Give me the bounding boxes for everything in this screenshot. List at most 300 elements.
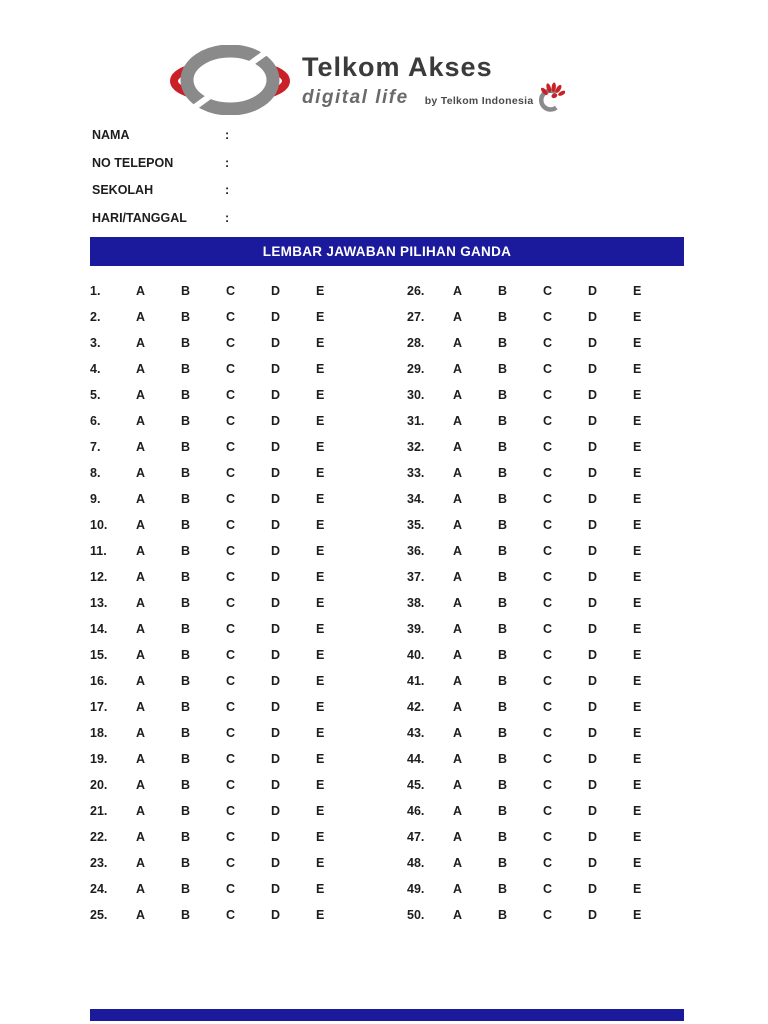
answer-option-e: E (316, 518, 325, 532)
answer-option-e: E (633, 596, 642, 610)
answer-option-d: D (271, 648, 281, 662)
question-number: 42. (407, 700, 425, 714)
field-label-nama: NAMA (92, 128, 130, 142)
answer-option-e: E (633, 310, 642, 324)
answer-option-c: C (226, 648, 236, 662)
answer-option-d: D (271, 544, 281, 558)
answer-option-d: D (588, 440, 598, 454)
question-number: 9. (90, 492, 101, 506)
answer-row (90, 876, 361, 902)
answer-option-c: C (226, 284, 236, 298)
answer-option-c: C (543, 700, 553, 714)
answer-option-c: C (543, 336, 553, 350)
answer-option-b: B (498, 310, 508, 324)
answer-option-e: E (316, 882, 325, 896)
answer-row (90, 486, 361, 512)
question-number: 33. (407, 466, 425, 480)
answer-option-e: E (316, 700, 325, 714)
question-number: 3. (90, 336, 101, 350)
answer-option-a: A (453, 804, 463, 818)
answer-option-a: A (453, 908, 463, 922)
answer-option-d: D (588, 466, 598, 480)
question-number: 41. (407, 674, 425, 688)
answer-row (407, 512, 678, 538)
answer-row (407, 434, 678, 460)
answer-option-b: B (498, 882, 508, 896)
question-number: 46. (407, 804, 425, 818)
answer-option-d: D (271, 804, 281, 818)
answer-option-c: C (543, 440, 553, 454)
answer-option-d: D (588, 388, 598, 402)
answer-option-a: A (453, 622, 463, 636)
answer-option-b: B (181, 310, 191, 324)
answer-option-d: D (588, 284, 598, 298)
answer-option-c: C (226, 518, 236, 532)
field-row-hari-tanggal (92, 211, 662, 226)
answer-option-d: D (588, 544, 598, 558)
telkom-globe-icon (170, 45, 290, 115)
answer-option-b: B (498, 856, 508, 870)
answer-option-d: D (271, 440, 281, 454)
answer-option-c: C (226, 570, 236, 584)
answer-option-a: A (453, 856, 463, 870)
answer-row (90, 720, 361, 746)
answer-option-d: D (271, 336, 281, 350)
answer-option-c: C (226, 544, 236, 558)
question-number: 45. (407, 778, 425, 792)
answer-option-c: C (543, 596, 553, 610)
answer-row (407, 798, 678, 824)
answer-option-b: B (498, 726, 508, 740)
answer-option-e: E (316, 466, 325, 480)
answer-option-e: E (633, 466, 642, 480)
field-row-nama (92, 128, 662, 143)
colon-separator: : (225, 155, 230, 170)
answer-row (407, 564, 678, 590)
answer-option-d: D (588, 778, 598, 792)
answer-row (90, 850, 361, 876)
answer-row (407, 460, 678, 486)
answer-option-e: E (633, 518, 642, 532)
answer-row (90, 278, 361, 304)
answer-option-d: D (588, 570, 598, 584)
field-label-no-telepon: NO TELEPON (92, 155, 174, 170)
answer-option-a: A (136, 570, 146, 584)
answer-option-d: D (271, 908, 281, 922)
answer-row (90, 746, 361, 772)
answer-option-a: A (136, 440, 146, 454)
question-number: 32. (407, 440, 425, 454)
field-value-no-telepon (243, 156, 662, 171)
answer-option-d: D (271, 284, 281, 298)
answer-option-a: A (136, 362, 146, 376)
answer-option-a: A (136, 700, 146, 714)
answer-row (90, 460, 361, 486)
answer-option-e: E (316, 622, 325, 636)
answer-option-b: B (498, 570, 508, 584)
question-number: 10. (90, 518, 108, 532)
answer-option-c: C (226, 908, 236, 922)
logo-text (302, 45, 565, 108)
answer-option-d: D (588, 518, 598, 532)
answer-option-c: C (543, 856, 553, 870)
answer-option-d: D (588, 700, 598, 714)
answer-row (90, 590, 361, 616)
answer-row (407, 382, 678, 408)
answer-option-a: A (453, 310, 463, 324)
answer-option-d: D (271, 388, 281, 402)
answer-option-b: B (181, 648, 191, 662)
answer-option-d: D (588, 362, 598, 376)
question-number: 39. (407, 622, 425, 636)
answer-option-c: C (543, 778, 553, 792)
answer-option-e: E (316, 310, 325, 324)
question-number: 2. (90, 310, 101, 324)
answer-option-c: C (226, 362, 236, 376)
answer-option-a: A (453, 648, 463, 662)
answer-option-c: C (226, 466, 236, 480)
answer-option-d: D (588, 908, 598, 922)
answer-row (407, 850, 678, 876)
question-number: 48. (407, 856, 425, 870)
answer-option-e: E (316, 674, 325, 688)
answer-option-a: A (453, 726, 463, 740)
answer-option-b: B (498, 596, 508, 610)
question-number: 12. (90, 570, 108, 584)
answer-option-b: B (181, 414, 191, 428)
telkom-akses-logo (170, 45, 565, 115)
answer-option-a: A (136, 544, 146, 558)
answer-option-c: C (226, 310, 236, 324)
answer-option-a: A (136, 830, 146, 844)
answer-option-a: A (453, 440, 463, 454)
answer-option-e: E (316, 544, 325, 558)
answer-option-c: C (226, 856, 236, 870)
answer-row (407, 590, 678, 616)
answer-option-b: B (181, 752, 191, 766)
answer-option-c: C (226, 622, 236, 636)
answer-option-b: B (498, 752, 508, 766)
question-number: 47. (407, 830, 425, 844)
answer-option-e: E (633, 440, 642, 454)
answer-row (407, 278, 678, 304)
question-number: 50. (407, 908, 425, 922)
question-number: 26. (407, 284, 425, 298)
answer-row (90, 382, 361, 408)
answer-option-a: A (136, 778, 146, 792)
answer-option-a: A (136, 908, 146, 922)
answer-option-c: C (543, 726, 553, 740)
answer-option-c: C (226, 700, 236, 714)
answer-option-e: E (316, 752, 325, 766)
question-number: 7. (90, 440, 101, 454)
answer-option-e: E (316, 596, 325, 610)
answer-option-c: C (543, 674, 553, 688)
answer-option-c: C (543, 752, 553, 766)
answer-row (407, 668, 678, 694)
answer-row (407, 486, 678, 512)
answer-option-c: C (543, 492, 553, 506)
answer-row (407, 694, 678, 720)
answer-option-d: D (588, 492, 598, 506)
answer-option-e: E (633, 882, 642, 896)
colon-separator: : (225, 183, 230, 197)
brand-tagline: digital life (302, 87, 409, 108)
answer-option-a: A (136, 310, 146, 324)
answer-option-e: E (316, 830, 325, 844)
answer-option-b: B (498, 778, 508, 792)
field-value-nama (243, 128, 662, 143)
answer-option-a: A (136, 414, 146, 428)
sheet-title: LEMBAR JAWABAN PILIHAN GANDA (262, 244, 512, 259)
answer-option-b: B (181, 804, 191, 818)
answer-row (90, 902, 361, 928)
answer-col-left (90, 278, 361, 928)
question-number: 6. (90, 414, 101, 428)
answer-option-c: C (226, 440, 236, 454)
answer-option-d: D (588, 648, 598, 662)
answer-option-a: A (136, 726, 146, 740)
answer-row (90, 512, 361, 538)
answer-option-c: C (226, 778, 236, 792)
answer-option-a: A (136, 674, 146, 688)
answer-option-d: D (271, 674, 281, 688)
answer-option-d: D (588, 310, 598, 324)
answer-option-b: B (181, 596, 191, 610)
answer-option-e: E (316, 440, 325, 454)
answer-row (90, 356, 361, 382)
answer-option-b: B (181, 336, 191, 350)
answer-option-b: B (498, 518, 508, 532)
sheet-title-banner (90, 237, 684, 266)
answer-option-e: E (316, 570, 325, 584)
colon-separator: : (225, 128, 230, 142)
question-number: 29. (407, 362, 425, 376)
question-number: 13. (90, 596, 108, 610)
answer-option-c: C (543, 466, 553, 480)
answer-option-b: B (498, 492, 508, 506)
answer-option-c: C (543, 804, 553, 818)
student-info-form (92, 128, 662, 238)
field-label-hari-tanggal: HARI/TANGGAL (92, 210, 187, 225)
answer-row (90, 434, 361, 460)
answer-option-c: C (543, 544, 553, 558)
answer-option-e: E (316, 414, 325, 428)
answer-option-e: E (633, 700, 642, 714)
answer-option-a: A (453, 882, 463, 896)
answer-option-b: B (498, 700, 508, 714)
answer-option-c: C (543, 648, 553, 662)
answer-option-c: C (543, 518, 553, 532)
question-number: 34. (407, 492, 425, 506)
answer-option-a: A (136, 856, 146, 870)
field-row-sekolah (92, 183, 662, 198)
answer-option-e: E (316, 362, 325, 376)
answer-row (407, 304, 678, 330)
answer-option-c: C (226, 596, 236, 610)
answer-option-c: C (226, 414, 236, 428)
answer-option-a: A (136, 622, 146, 636)
answer-option-a: A (453, 544, 463, 558)
answer-option-e: E (633, 778, 642, 792)
answer-option-e: E (633, 570, 642, 584)
answer-row (407, 538, 678, 564)
answer-option-d: D (271, 310, 281, 324)
answer-option-e: E (633, 544, 642, 558)
answer-option-b: B (181, 674, 191, 688)
answer-option-b: B (181, 440, 191, 454)
answer-option-c: C (226, 726, 236, 740)
answer-option-b: B (181, 570, 191, 584)
answer-option-c: C (226, 336, 236, 350)
answer-option-d: D (271, 622, 281, 636)
answer-option-b: B (498, 440, 508, 454)
answer-row (90, 330, 361, 356)
answer-option-d: D (588, 596, 598, 610)
answer-option-b: B (498, 544, 508, 558)
answer-option-c: C (226, 388, 236, 402)
question-number: 28. (407, 336, 425, 350)
answer-option-e: E (316, 388, 325, 402)
answer-option-e: E (633, 804, 642, 818)
answer-option-b: B (181, 544, 191, 558)
answer-option-d: D (271, 830, 281, 844)
answer-option-a: A (453, 674, 463, 688)
answer-option-e: E (633, 648, 642, 662)
answer-option-c: C (543, 388, 553, 402)
answer-option-b: B (498, 362, 508, 376)
field-value-sekolah (243, 183, 662, 198)
answer-option-b: B (181, 726, 191, 740)
question-number: 35. (407, 518, 425, 532)
answer-option-d: D (588, 336, 598, 350)
answer-option-a: A (136, 336, 146, 350)
answer-option-e: E (316, 726, 325, 740)
answer-option-b: B (498, 414, 508, 428)
answer-option-c: C (226, 830, 236, 844)
answer-option-d: D (588, 622, 598, 636)
question-number: 25. (90, 908, 108, 922)
answer-option-d: D (271, 466, 281, 480)
answer-row (90, 668, 361, 694)
question-number: 16. (90, 674, 108, 688)
question-number: 49. (407, 882, 425, 896)
answer-option-d: D (588, 726, 598, 740)
answer-option-a: A (136, 804, 146, 818)
answer-row (90, 694, 361, 720)
answer-option-b: B (181, 778, 191, 792)
answer-option-e: E (316, 908, 325, 922)
answer-option-d: D (271, 882, 281, 896)
question-number: 31. (407, 414, 425, 428)
answer-option-a: A (136, 466, 146, 480)
answer-option-b: B (181, 700, 191, 714)
answer-option-e: E (316, 492, 325, 506)
answer-option-b: B (181, 856, 191, 870)
answer-option-b: B (498, 830, 508, 844)
answer-row (90, 304, 361, 330)
answer-option-a: A (453, 284, 463, 298)
answer-row (407, 720, 678, 746)
answer-row (90, 642, 361, 668)
answer-option-b: B (181, 882, 191, 896)
question-number: 18. (90, 726, 108, 740)
answer-option-a: A (453, 700, 463, 714)
answer-option-c: C (543, 570, 553, 584)
question-number: 17. (90, 700, 108, 714)
answer-option-a: A (136, 648, 146, 662)
answer-row (407, 330, 678, 356)
answer-option-b: B (181, 830, 191, 844)
answer-option-c: C (543, 362, 553, 376)
answer-row (90, 538, 361, 564)
answer-option-b: B (181, 466, 191, 480)
answer-option-e: E (316, 336, 325, 350)
answer-option-d: D (271, 856, 281, 870)
answer-option-a: A (453, 362, 463, 376)
answer-option-e: E (633, 362, 642, 376)
answer-option-c: C (543, 830, 553, 844)
answer-option-d: D (588, 674, 598, 688)
answer-option-c: C (226, 752, 236, 766)
question-number: 5. (90, 388, 101, 402)
answer-option-e: E (633, 336, 642, 350)
answer-option-b: B (498, 284, 508, 298)
answer-row (407, 746, 678, 772)
answer-option-b: B (498, 466, 508, 480)
answer-option-e: E (633, 856, 642, 870)
answer-option-c: C (543, 882, 553, 896)
answer-option-a: A (453, 466, 463, 480)
question-number: 22. (90, 830, 108, 844)
answer-option-d: D (271, 752, 281, 766)
answer-option-e: E (316, 284, 325, 298)
answer-option-a: A (136, 882, 146, 896)
answer-row (407, 616, 678, 642)
question-number: 38. (407, 596, 425, 610)
answer-option-e: E (633, 622, 642, 636)
question-number: 36. (407, 544, 425, 558)
question-number: 19. (90, 752, 108, 766)
answer-option-a: A (453, 492, 463, 506)
answer-option-e: E (633, 388, 642, 402)
brand-name: Telkom Akses (302, 52, 493, 82)
question-number: 23. (90, 856, 108, 870)
answer-option-e: E (316, 778, 325, 792)
answer-row (407, 408, 678, 434)
question-number: 30. (407, 388, 425, 402)
answer-option-a: A (136, 518, 146, 532)
answer-option-c: C (543, 310, 553, 324)
colon-separator: : (225, 210, 230, 225)
answer-option-b: B (181, 388, 191, 402)
answer-option-a: A (453, 518, 463, 532)
answer-option-d: D (271, 492, 281, 506)
answer-option-e: E (633, 752, 642, 766)
field-label-sekolah: SEKOLAH (92, 183, 154, 197)
answer-option-e: E (316, 856, 325, 870)
answer-option-a: A (453, 570, 463, 584)
question-number: 27. (407, 310, 425, 324)
answer-option-d: D (271, 700, 281, 714)
answer-row (407, 824, 678, 850)
answer-option-a: A (453, 336, 463, 350)
field-row-no-telepon (92, 156, 662, 171)
answer-option-e: E (633, 414, 642, 428)
question-number: 8. (90, 466, 101, 480)
answer-row (407, 642, 678, 668)
answer-option-e: E (633, 830, 642, 844)
